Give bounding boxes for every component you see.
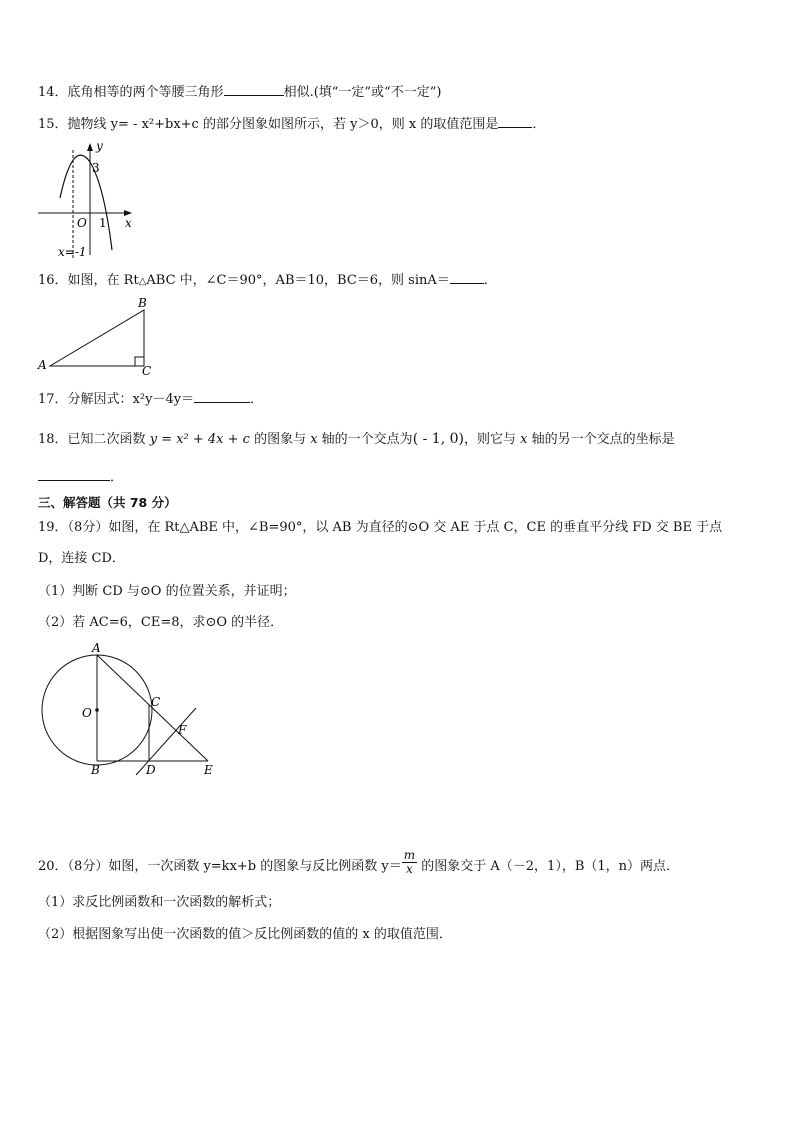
question-19	[38, 519, 722, 537]
question-17	[38, 390, 263, 409]
fraction-m-over-x	[402, 849, 417, 876]
question-20-part2: （2）根据图象写出使一次函数的值＞反比例函数的值的 x 的取值范围．	[38, 927, 452, 942]
math-expression: - x²+bx+c	[128, 117, 199, 132]
question-14	[38, 83, 441, 102]
question-number: 17．	[38, 392, 68, 407]
point-a-label: A	[92, 641, 101, 655]
question-number: 19．	[38, 520, 68, 535]
question-text: （8分）如图，在 Rt△ABE 中，∠B=90°，以 AB 为直径的⊙O 交 AE 于点 C，CE 的垂直平分线 FD 交 BE 于点	[67, 520, 723, 535]
question-text: ABC 中，∠C＝90°，AB＝10，BC＝6，则 sinA＝	[146, 273, 450, 288]
point-f-label: F	[178, 723, 187, 737]
circle-geometry-figure	[36, 640, 226, 780]
question-19-part1: （1）判断 CD 与⊙O 的位置关系，并证明；	[38, 584, 296, 599]
answer-blank	[450, 271, 484, 284]
question-number: 18．	[38, 432, 68, 447]
question-text: 已知二次函数	[67, 432, 150, 447]
question-text: （8分）如图，一次函数 y=kx+b 的图象与反比例函数 y＝	[67, 859, 402, 874]
question-text: ，则它与	[463, 432, 521, 447]
y-axis-arrow	[87, 143, 93, 151]
x-axis-label: x	[125, 216, 132, 230]
math-variable: x	[310, 432, 318, 447]
origin-label: O	[77, 216, 87, 230]
vertex-b-label: B	[138, 296, 147, 310]
answer-blank	[498, 115, 532, 128]
question-number: 20．	[38, 859, 68, 874]
math-variable: x	[520, 432, 528, 447]
question-text: ．	[250, 392, 264, 407]
x-tick-label: 1	[99, 216, 107, 230]
point-e-label: E	[204, 763, 213, 777]
symmetry-label: x=-1	[58, 245, 87, 259]
triangle-abc	[50, 310, 144, 366]
math-expression: x²y－4y＝	[132, 392, 195, 407]
math-expression: y = x² + 4x + c	[149, 432, 250, 447]
question-18	[38, 430, 675, 449]
parabola-figure	[36, 140, 136, 260]
question-text: 分解因式：	[67, 392, 133, 407]
vertex-c-label: C	[142, 364, 152, 378]
point-d-label: D	[146, 763, 156, 777]
question-19-part2: （2）若 AC=6，CE=8，求⊙O 的半径．	[38, 615, 284, 630]
answer-blank	[38, 468, 110, 481]
fraction-numerator: m	[403, 848, 416, 862]
point-b-label: B	[91, 763, 100, 777]
triangle-symbol: △	[138, 276, 147, 287]
answer-blank	[224, 83, 284, 96]
parabola-curve	[60, 155, 112, 250]
question-text: 的部分图象如图所示，若 y＞0，则 x 的取值范围是	[198, 117, 499, 132]
section-title: 三、解答题（共 78 分）	[38, 495, 177, 510]
math-point: ( - 1, 0)	[412, 431, 464, 447]
question-text: ．	[532, 117, 546, 132]
question-20	[38, 848, 680, 876]
question-text: 如图，在 Rt	[67, 273, 139, 288]
right-triangle-figure	[36, 296, 156, 376]
question-number: 16．	[38, 273, 68, 288]
question-text: ．	[110, 470, 124, 485]
center-dot	[95, 708, 99, 712]
point-c-label: C	[151, 695, 161, 709]
question-16	[38, 271, 497, 291]
question-20-part1: （1）求反比例函数和一次函数的解析式；	[38, 895, 281, 910]
question-text: 相似.(填“一定”或“不一定”)	[283, 85, 442, 100]
question-text: ．	[483, 273, 497, 288]
question-text: 轴的另一个交点的坐标是	[527, 432, 675, 447]
point-o-label: O	[82, 706, 92, 720]
question-text: 抛物线 y=	[67, 117, 129, 132]
question-number: 15．	[38, 117, 68, 132]
question-text: 的图象交于 A（－2，1），B（1，n）两点．	[417, 859, 680, 874]
fraction-denominator: x	[406, 862, 413, 876]
question-15	[38, 115, 545, 134]
y-intercept-label: 3	[92, 161, 100, 175]
question-18-continued	[38, 468, 123, 487]
question-19-line2: D，连接 CD．	[38, 551, 125, 566]
question-number: 14．	[38, 85, 68, 100]
question-text: 的图象与	[249, 432, 311, 447]
question-text: 底角相等的两个等腰三角形	[67, 85, 224, 100]
question-text: 轴的一个交点为	[317, 432, 413, 447]
vertex-a-label: A	[38, 358, 47, 372]
answer-blank	[194, 390, 250, 403]
y-axis-label: y	[96, 139, 103, 153]
